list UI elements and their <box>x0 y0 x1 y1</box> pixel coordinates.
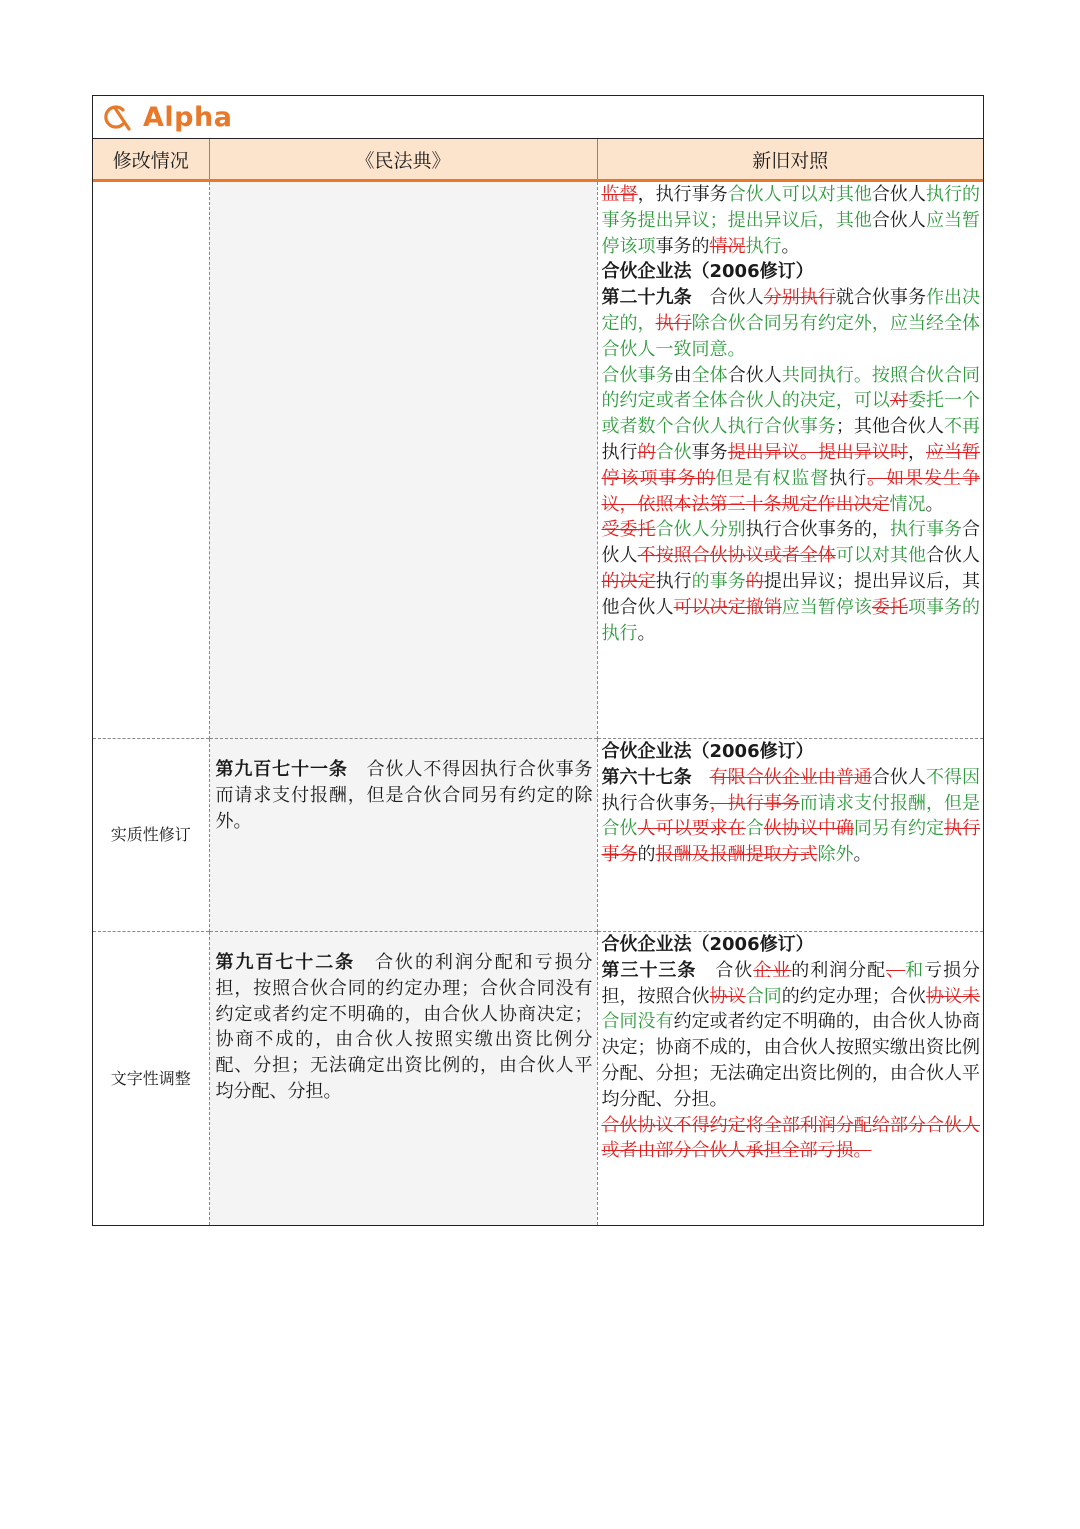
added-text: 和 <box>905 959 925 981</box>
text-segment: 。 <box>853 844 872 866</box>
article-number: 第六十七条 <box>601 766 692 788</box>
comparison-table <box>93 139 983 1225</box>
text-segment: 合伙人 <box>691 287 764 309</box>
text-segment: 执行 <box>601 441 638 463</box>
text-segment: 执行合伙事务的， <box>745 519 890 541</box>
deleted-text: 有限合伙企业由普通 <box>709 766 872 788</box>
text-segment: 的约定办理；合伙 <box>781 985 926 1007</box>
added-text: 合伙人分别 <box>655 519 746 541</box>
added-text: 作出决定的， <box>601 287 981 334</box>
table-row <box>93 739 983 932</box>
added-text: 合同 <box>745 985 782 1007</box>
text-segment: 约定或者约定不明确的，由合伙人协商决定；协商不成的，由合伙人按照实缴出资比例分配、分担；无法确定出资比例的，由合伙人平均分配、分担。 <box>601 1011 981 1110</box>
deleted-text: 不按照合伙协议或者全体 <box>637 545 836 567</box>
text-segment: 事务的 <box>655 235 710 257</box>
text-paragraph <box>602 739 981 765</box>
text-segment: 执行合伙事务 <box>601 792 710 814</box>
text-segment: 合伙人 <box>871 766 926 788</box>
added-text: 项事务的执行 <box>601 596 981 644</box>
added-text: 共同执行。按照合伙合同的约定或者全体合伙人的决定，可以 <box>601 364 981 412</box>
added-text: 合同没有 <box>601 1011 674 1033</box>
table-row <box>93 181 983 739</box>
added-text: 除合伙合同另有约定外，应当经全体合伙人一致同意。 <box>601 312 981 360</box>
text-paragraph <box>602 958 981 1113</box>
added-text: 可以对其他 <box>835 545 926 567</box>
added-text: 委托一个或者数个合伙人执行合伙事务 <box>601 390 981 438</box>
text-segment: 其他合伙人 <box>601 570 981 618</box>
deleted-text: 的决定 <box>601 570 656 592</box>
text-segment: 亏损分担，按照合伙 <box>601 959 981 1007</box>
civil-code-cell <box>209 932 597 1226</box>
text-segment: 执行 <box>655 570 692 592</box>
added-text: 同另有约定 <box>853 818 944 840</box>
text-paragraph <box>602 259 981 285</box>
article-number: 第九百七十二条 <box>215 952 356 973</box>
text-segment: 合伙人不得因执行合伙事务而请求支付报酬，但是合伙合同另有约定的除外。 <box>215 759 593 832</box>
deleted-text: 提出异议。提出异议时 <box>727 441 908 463</box>
text-segment: 合伙人 <box>727 364 782 386</box>
revision-type-cell: 文字性调整 <box>93 932 209 1226</box>
text-paragraph <box>602 765 981 868</box>
text-paragraph <box>602 182 981 259</box>
added-text: 执行 <box>745 235 782 257</box>
text-segment: 。 <box>925 493 944 515</box>
alpha-logo-icon <box>101 102 131 132</box>
text-segment: ，执行事务 <box>637 184 728 205</box>
civil-code-cell <box>209 181 597 739</box>
deleted-text: 的 <box>637 441 656 463</box>
column-header-revision: 修改情况 <box>93 139 209 181</box>
added-text: 而请求支付报酬，但是合伙 <box>601 792 981 840</box>
deleted-text: 对 <box>889 390 908 412</box>
text-segment: 提出异议；提出异议后， <box>763 570 963 592</box>
added-text: 合伙 <box>655 441 692 463</box>
text-segment: 合伙的利润分配和亏损分担，按照合伙合同的约定办理；合伙合同没有约定或者约定不明确的，由合伙人协商决定；协商不成的，由合伙人按照实缴出资比例分配、分担；无法确定出资比例的，由合伙人平均分配、分担。 <box>215 952 593 1102</box>
deleted-text: 委托 <box>871 596 908 618</box>
article-number: 第三十三条 <box>601 959 697 981</box>
text-segment: 。 <box>781 235 800 257</box>
text-segment: 由 <box>673 364 692 386</box>
deleted-text: 人可以要求在 <box>637 818 746 840</box>
added-text: 全体 <box>691 364 728 386</box>
added-text: 合 <box>745 818 764 840</box>
added-text: 执行的事务提出异议；提出异议后，其他 <box>601 184 981 231</box>
deleted-text: 。如果发生争议，依照本法第三十条规定作出决定 <box>601 467 981 515</box>
text-paragraph <box>216 757 593 834</box>
comparison-cell <box>597 739 983 932</box>
revision-type-cell: 实质性修订 <box>93 739 209 932</box>
deleted-text: 企业 <box>753 959 792 981</box>
brand-header <box>93 96 983 139</box>
text-segment: 合伙人 <box>601 519 981 567</box>
added-text: 不得因 <box>925 766 981 788</box>
added-text: 不再 <box>943 416 981 438</box>
deleted-text: ，执行事务 <box>709 792 800 814</box>
text-segment: 。 <box>637 622 656 644</box>
law-title: 合伙企业法（2006修订） <box>601 261 814 283</box>
comparison-cell <box>597 181 983 739</box>
civil-code-cell <box>209 739 597 932</box>
deleted-text: 执行 <box>655 312 692 334</box>
text-segment <box>692 767 710 788</box>
text-segment: 合伙人 <box>871 209 926 231</box>
text-segment: 的 <box>637 844 656 866</box>
article-number: 第九百七十一条 <box>215 759 348 780</box>
added-text: 合伙事务 <box>601 364 674 386</box>
text-paragraph <box>602 285 981 362</box>
text-paragraph <box>216 950 593 1105</box>
added-text: 除外 <box>817 844 854 866</box>
deleted-text: 应当暂停该项事务的 <box>601 441 981 489</box>
revision-type-cell <box>93 181 209 739</box>
text-segment: ， <box>907 441 926 463</box>
added-text: 情况 <box>889 493 926 515</box>
article-number: 第二十九条 <box>601 287 692 309</box>
added-text: 但是有权监督 <box>715 467 830 489</box>
law-title: 合伙企业法（2006修订） <box>601 741 814 762</box>
text-segment: 的利润分配 <box>791 959 887 981</box>
text-paragraph <box>602 932 981 958</box>
deleted-text: 、 <box>886 959 906 981</box>
text-paragraph <box>602 517 981 646</box>
deleted-text: 伙协议中确 <box>763 818 854 840</box>
deleted-text: 监督 <box>601 184 638 205</box>
added-text: 应当暂停该项 <box>601 209 981 257</box>
brand-name: Alpha <box>143 101 233 133</box>
added-text: 合伙人可以对其他 <box>727 184 872 205</box>
deleted-text: 合伙协议不得约定将全部利润分配给部分合伙人或者由部分合伙人承担全部亏损。 <box>601 1114 980 1162</box>
deleted-text: 可以决定撤销 <box>673 596 782 618</box>
table-row <box>93 932 983 1226</box>
table-header-row <box>93 139 983 181</box>
text-segment: 合伙人 <box>925 545 981 567</box>
column-header-comparison: 新旧对照 <box>597 139 983 181</box>
added-text: 执行事务 <box>889 519 963 541</box>
deleted-text: 报酬及报酬提取方式 <box>655 844 818 866</box>
comparison-document <box>92 95 984 1226</box>
text-paragraph <box>602 1113 981 1165</box>
comparison-cell <box>597 932 983 1226</box>
text-segment: 事务 <box>691 441 728 463</box>
text-segment: ；其他合伙人 <box>835 416 944 438</box>
deleted-text: 执行事务 <box>601 818 981 866</box>
text-paragraph <box>602 363 981 518</box>
text-segment: 就合伙事务 <box>835 287 926 309</box>
deleted-text: 协议 <box>709 985 746 1007</box>
column-header-civil-code: 《民法典》 <box>209 139 597 181</box>
deleted-text: 协议未 <box>925 985 981 1007</box>
added-text: 的事务 <box>691 570 746 592</box>
text-segment: 执行 <box>829 467 868 489</box>
deleted-text: 受委托 <box>601 519 656 541</box>
added-text: 应当暂停该 <box>781 596 872 618</box>
text-segment: 合伙人 <box>871 184 926 205</box>
law-title: 合伙企业法（2006修订） <box>601 934 814 955</box>
deleted-text: 情况 <box>709 235 746 257</box>
deleted-text: 的 <box>745 570 764 592</box>
deleted-text: 分别执行 <box>763 287 836 309</box>
text-segment: 合伙 <box>696 959 754 981</box>
